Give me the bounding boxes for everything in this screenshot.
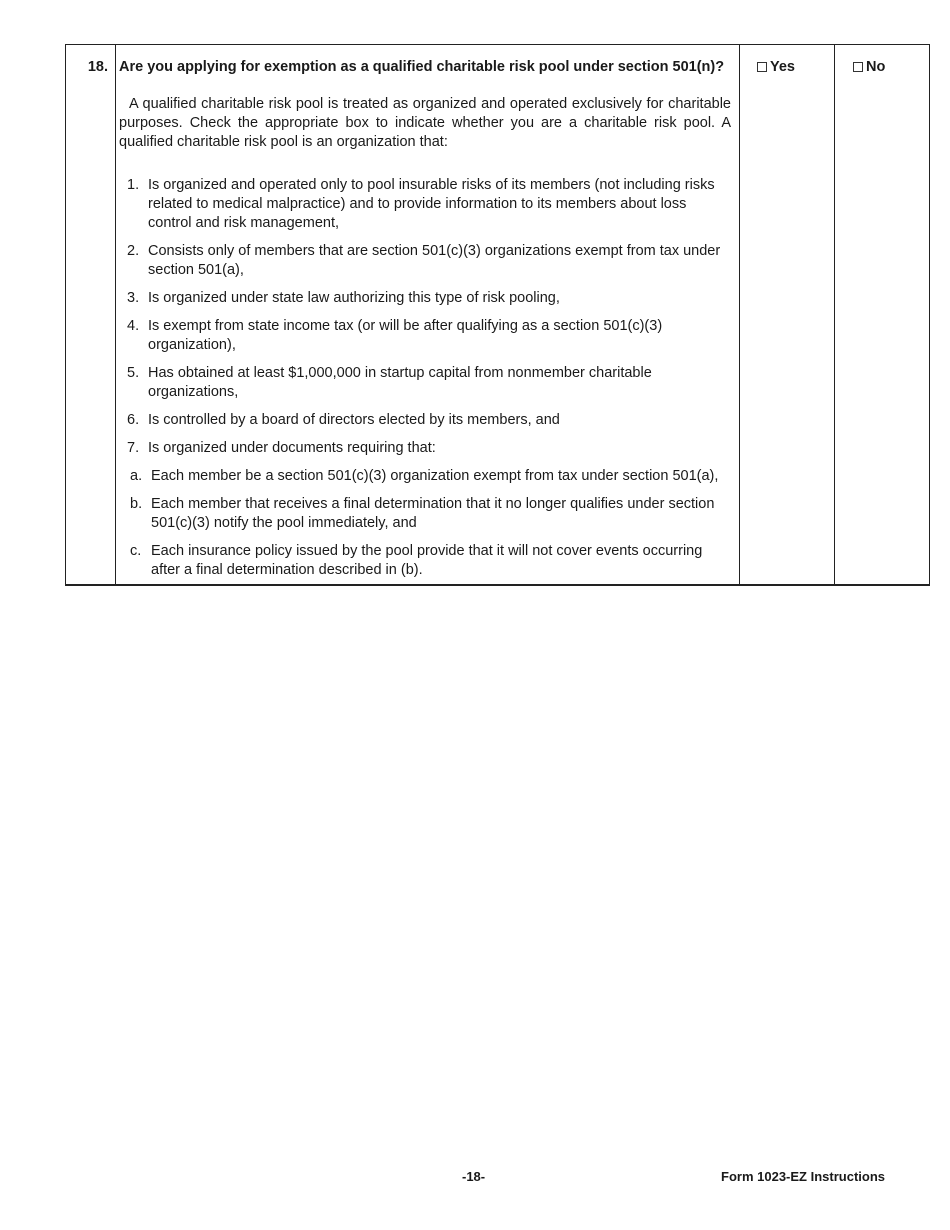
list-item (127, 289, 729, 308)
yes-cell (740, 45, 835, 586)
no-cell (835, 45, 930, 586)
list-item-text: Is organized under state law authorizing this type of risk pooling, (148, 290, 560, 306)
list-item-marker: 2. (127, 243, 140, 259)
question-body (116, 45, 740, 586)
sub-list-item-text: Each member that receives a final determination that it no longer qualifies under section 501(c)(3) notify the pool immediately, and (151, 496, 715, 531)
yes-checkbox[interactable] (757, 62, 767, 72)
list-item-text: Has obtained at least $1,000,000 in startup capital from nonmember charitable organizations, (148, 365, 652, 400)
list-item-marker: 1. (127, 177, 140, 193)
list-item-text: Is controlled by a board of directors elected by its members, and (148, 412, 560, 428)
list-item (127, 317, 729, 355)
sub-list-item (130, 495, 729, 533)
sub-criteria-list (106, 467, 729, 580)
question-row (66, 45, 930, 586)
question-intro: A qualified charitable risk pool is treated as organized and operated exclusively for charitable purposes. Check the appropriate box to indicate whether you are a charitable risk pool. A qualified charitable risk pool is an organization that: (119, 96, 731, 150)
yes-label: Yes (770, 59, 795, 75)
question-number: 18. (66, 45, 116, 586)
list-item-marker: 5. (127, 365, 140, 381)
list-item-text: Is organized under documents requiring that: (148, 440, 436, 456)
sub-list-item (130, 467, 729, 486)
list-item (127, 176, 729, 233)
sub-list-item-marker: b. (130, 496, 143, 512)
list-item-marker: 3. (127, 290, 140, 306)
page-number: -18- (462, 1169, 486, 1184)
list-item-marker: 4. (127, 318, 140, 334)
list-item-marker: 7. (127, 440, 140, 456)
question-text: Are you applying for exemption as a qualified charitable risk pool under section 501(n)? (119, 59, 725, 75)
criteria-list (116, 152, 739, 584)
list-item (127, 364, 729, 402)
list-item (127, 242, 729, 280)
question-table (65, 44, 930, 586)
sub-list-item (130, 542, 729, 580)
form-name: Form 1023-EZ Instructions (721, 1169, 885, 1184)
list-item (127, 439, 729, 580)
no-checkbox[interactable] (853, 62, 863, 72)
list-item-text: Is organized and operated only to pool insurable risks of its members (not including risks related to medical malpractice) and to provide information to its members about loss control and risk management, (148, 177, 715, 231)
list-item (127, 411, 729, 430)
sub-list-item-text: Each insurance policy issued by the pool provide that it will not cover events occurring after a final determination described in (b). (151, 543, 703, 578)
list-item-text: Is exempt from state income tax (or will be after qualifying as a section 501(c)(3) organization), (148, 318, 663, 353)
sub-list-item-marker: a. (130, 468, 143, 484)
list-item-text: Consists only of members that are section 501(c)(3) organizations exempt from tax under section 501(a), (148, 243, 721, 278)
no-label: No (866, 59, 886, 75)
list-item-marker: 6. (127, 412, 140, 428)
sub-list-item-text: Each member be a section 501(c)(3) organization exempt from tax under section 501(a), (151, 468, 719, 484)
sub-list-item-marker: c. (130, 543, 142, 559)
